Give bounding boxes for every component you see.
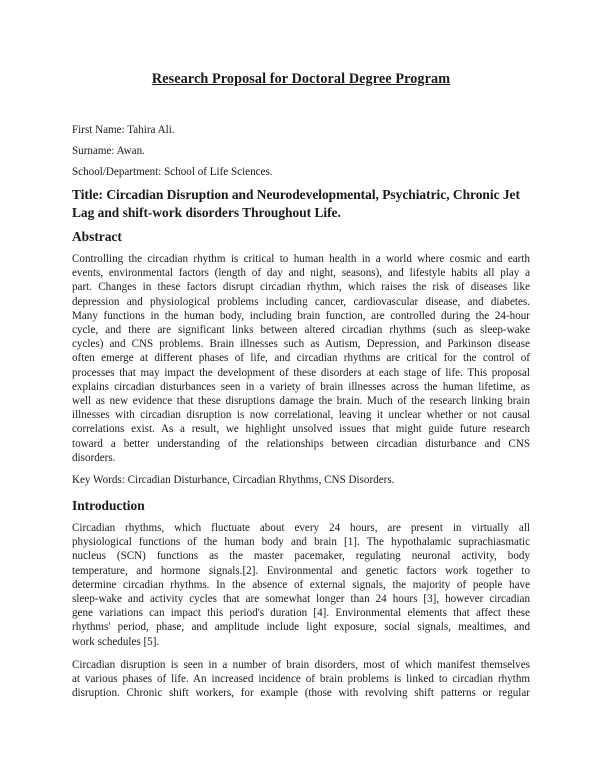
intro-line: temperature, and hormone signals.[2]. Environmental and genetic factors work together to <box>72 564 530 577</box>
keywords: Key Words: Circadian Disturbance, Circadian Rhythms, CNS Disorders. <box>72 474 395 486</box>
intro-line: Circadian rhythms, which fluctuate about every 24 hours, are present in virtually all <box>72 522 530 534</box>
intro-line: determine circadian rhythms. In the absence of external signals, the majority of people have <box>72 578 530 591</box>
abstract-line: disorders. <box>72 451 116 464</box>
intro-line: work schedules [5]. <box>72 635 160 648</box>
abstract-line: Many functions in the human body, including brain function, are controlled during the 24-hour <box>72 309 530 322</box>
abstract-line: depression and physiological problems including cancer, cardiovascular disease, and diabetes. <box>72 295 530 308</box>
school-department-field: School/Department: School of Life Sciences. <box>72 166 273 178</box>
proposal-title <box>72 186 532 222</box>
intro-line: rhythms' period, phase, and amplitude include light exposure, social signals, mealtimes, and <box>72 621 530 634</box>
abstract-line: cycles) and CNS problems. Brain illnesses such as Autism, Depression, and Parkinson disease <box>72 338 530 351</box>
abstract-line: part. Changes in these factors disrupt circadian rhythm, which raises the risk of diseases like <box>72 281 530 294</box>
intro-line: physiological functions of the human body and brain [1]. The hypothalamic suprachiasmatic <box>72 536 530 549</box>
introduction-paragraph-2 <box>72 658 530 701</box>
abstract-line: toward a better understanding of the relationships between circadian disturbance and CNS <box>72 437 530 450</box>
abstract-line: Controlling the circadian rhythm is critical to human health in a world where cosmic and earth <box>72 253 530 265</box>
first-name-field: First Name: Tahira Ali. <box>72 124 175 136</box>
abstract-line: often emerge at different phases of life, and circadian rhythms are critical for the control of <box>72 352 530 365</box>
abstract-line: explains circadian disturbances seen in a variety of brain illnesses across the human lifetime, as <box>72 380 530 393</box>
proposal-title-line-2: Lag and shift-work disorders Throughout Life. <box>72 205 341 220</box>
introduction-heading: Introduction <box>72 498 145 513</box>
intro2-line: disruption. Chronic shift workers, for example (those with revolving shift patterns or regular <box>72 687 530 700</box>
abstract-line: processes that may impact the development of these disorders at each stage of life. This proposal <box>72 366 530 379</box>
abstract-line: correlations exist. As a result, we highlight unsolved issues that might guide future research <box>72 423 530 436</box>
abstract-line: well as new evidence that these disruptions damage the brain. Much of the research linking brain <box>72 395 530 408</box>
abstract-line: cycle, and there are significant links between altered circadian rhythms (such as sleep-wake <box>72 324 530 337</box>
abstract-line: illnesses with circadian disruption is now correlational, leaving it unclear whether or not causal <box>72 409 530 422</box>
abstract-body <box>72 252 530 465</box>
intro-line: gene variations can impact this period's duration [4]. Environmental elements that affect these <box>72 607 530 620</box>
intro2-line: Circadian disruption is seen in a number of brain disorders, most of which manifest themselves <box>72 659 530 671</box>
intro-line: sleep-wake and activity cycles that are somewhat longer than 24 hours [3], however circadian <box>72 593 530 606</box>
document-title: Research Proposal for Doctoral Degree Program <box>151 71 451 87</box>
intro-line: nucleus (SCN) functions as the master pacemaker, regulating neuronal activity, body <box>72 550 530 563</box>
abstract-heading: Abstract <box>72 229 122 244</box>
abstract-line: events, environmental factors (length of day and night, seasons), and lifestyle habits all play a <box>72 267 530 280</box>
introduction-paragraph-1 <box>72 521 530 649</box>
surname-field: Surname: Awan. <box>72 145 145 157</box>
intro2-line: at various phases of life. An increased incidence of brain problems is linked to circadian rhythm <box>72 673 530 686</box>
proposal-title-line-1: Title: Circadian Disruption and Neurodevelopmental, Psychiatric, Chronic Jet <box>72 187 520 202</box>
